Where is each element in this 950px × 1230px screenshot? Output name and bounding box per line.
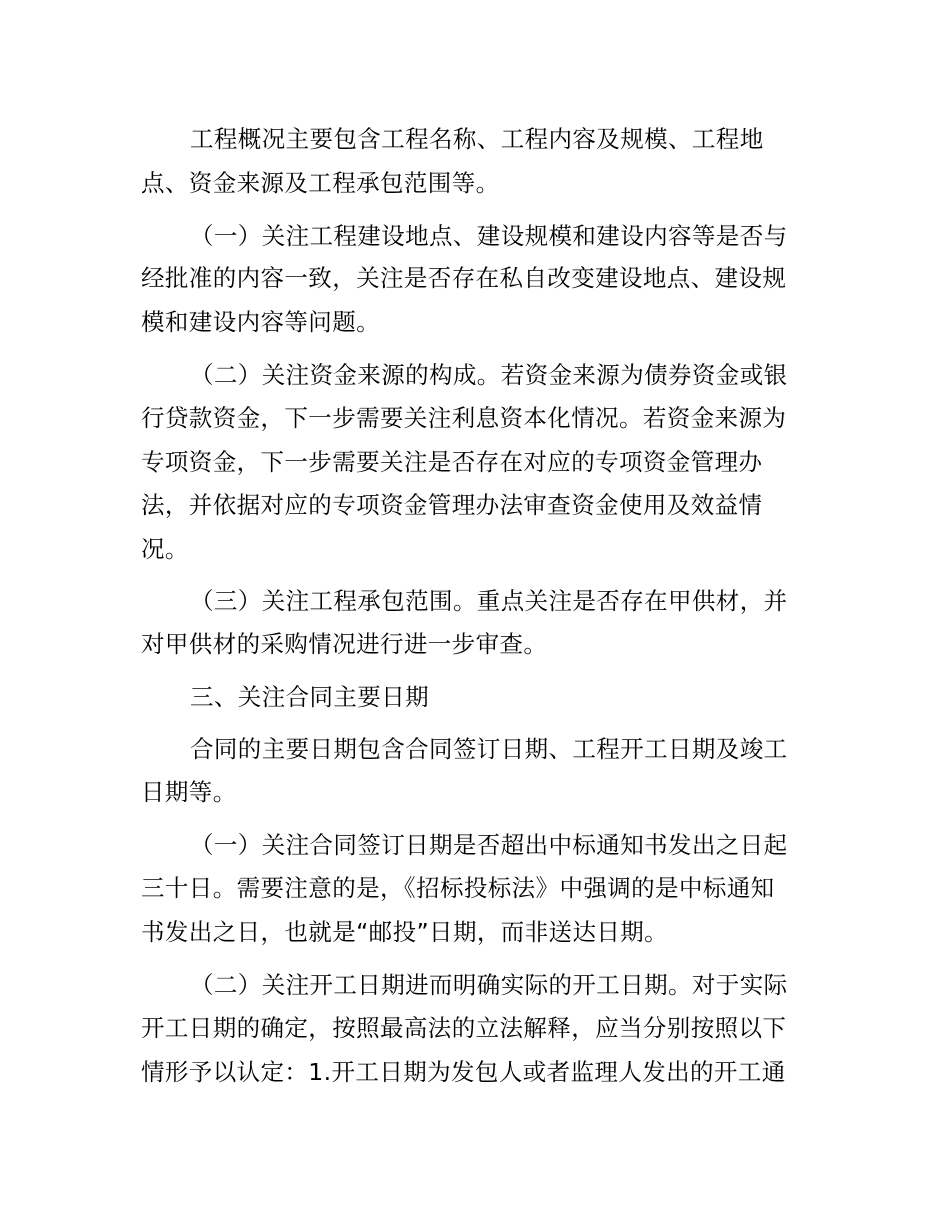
paragraph-line-4: 经批准的内容一致，关注是否存在私自改变建设地点、建设规 [141,264,787,292]
paragraph-line-1: 工程概况主要包含工程名称、工程内容及规模、工程地 [190,125,764,153]
paragraph-line-7: 行贷款资金，下一步需要关注利息资本化情况。若资金来源为 [141,404,787,432]
paragraph-line-18: 书发出之日，也就是“邮投”日期，而非送达日期。 [141,918,669,946]
paragraph-line-15: 日期等。 [141,778,237,806]
paragraph-line-8: 专项资金，下一步需要关注是否存在对应的专项资金管理办 [141,448,763,476]
paragraph-line-5: 模和建设内容等问题。 [141,308,380,336]
paragraph-line-14: 合同的主要日期包含合同签订日期、工程开工日期及竣工 [190,735,788,763]
paragraph-line-17: 三十日。需要注意的是，《招标投标法》中强调的是中标通知 [141,874,775,902]
paragraph-line-19: （二）关注开工日期进而明确实际的开工日期。对于实际 [190,971,788,999]
section-heading: 三、关注合同主要日期 [190,683,429,711]
paragraph-line-3: （一）关注工程建设地点、建设规模和建设内容等是否与 [190,222,788,250]
paragraph-line-11: （三）关注工程承包范围。重点关注是否存在甲供材，并 [190,587,788,615]
paragraph-line-16: （一）关注合同签订日期是否超出中标通知书发出之日起 [190,831,788,859]
paragraph-line-12: 对甲供材的采购情况进行进一步审查。 [141,630,548,658]
paragraph-line-21: 情形予以认定：1.开工日期为发包人或者监理人发出的开工通 [141,1058,786,1086]
paragraph-line-6: （二）关注资金来源的构成。若资金来源为债券资金或银 [190,361,788,389]
paragraph-line-10: 况。 [141,535,189,563]
paragraph-line-9: 法，并依据对应的专项资金管理办法审查资金使用及效益情 [141,491,763,519]
paragraph-line-20: 开工日期的确定，按照最高法的立法解释，应当分别按照以下 [141,1014,787,1042]
paragraph-line-2: 点、资金来源及工程承包范围等。 [141,169,500,197]
